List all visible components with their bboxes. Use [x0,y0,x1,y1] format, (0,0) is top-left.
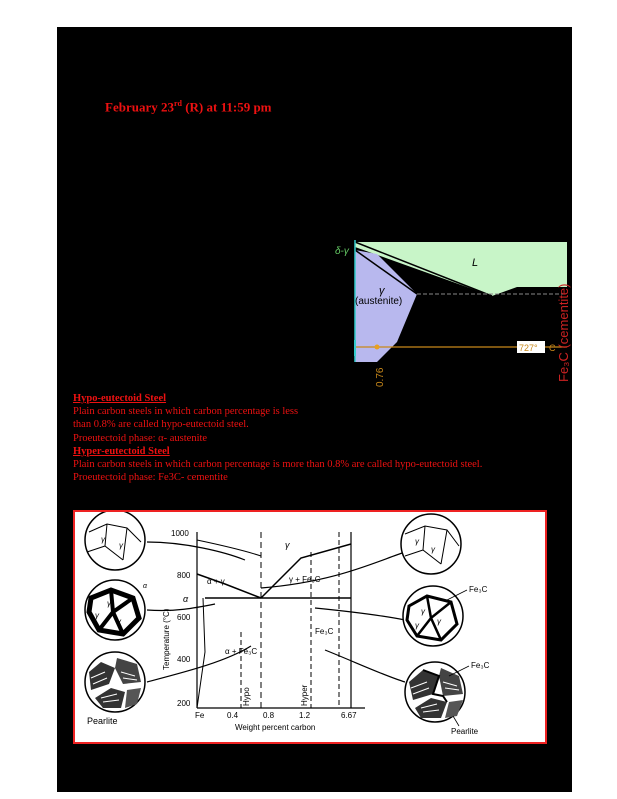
label-fe3c-mid: Fe₃C [315,627,334,636]
label-gamma-fe3c: γ + Fe₃C [289,575,321,584]
x-tick-667: 6.67 [341,711,357,720]
cementite-label: Fe₃C (cementite) [556,283,571,382]
x-tick-fe: Fe [195,711,205,720]
tick-600: 600 [177,613,191,622]
eutectoid-point [375,345,380,350]
label-hypo: Hypo [242,687,251,706]
svg-text:γ: γ [117,617,121,626]
hypo-line-1: Plain carbon steels in which carbon percentage is less [73,406,299,418]
svg-text:γ: γ [431,545,435,554]
tick-400: 400 [177,655,191,664]
due-prefix: February 23 [105,99,174,115]
hypo-title: Hypo-eutectoid Steel [73,393,167,404]
steel-description [73,392,563,484]
right-circle-cementite [403,586,463,646]
tick-200: 200 [177,699,191,708]
delta-gamma-label: δ-γ [335,246,349,257]
label-alpha-fe3c: α + Fe₃C [225,647,258,656]
due-sup: rd [173,99,182,108]
svg-text:γ: γ [95,611,99,620]
x-tick-08: 0.8 [263,711,275,720]
left-circle-austenite [85,512,145,570]
due-date [105,99,272,115]
gamma-label: γ [379,285,385,297]
left-circle-alpha [85,580,148,640]
microstructure-figure [73,510,547,744]
left-circle-pearlite [85,652,145,712]
x-axis-label: Weight percent carbon [235,723,316,732]
eutectoid-temp-label: 727° [519,343,538,353]
hyper-line-2: Proeutectoid phase: Fe3C- cementite [73,472,228,484]
svg-text:γ: γ [415,537,419,546]
label-alpha: α [183,594,189,604]
microstructure-diagram [75,512,545,742]
phase-lines [197,532,351,708]
hypo-line-2: than 0.8% are called hypo-eutectoid steel. [73,419,249,431]
pearlite-right-label: Pearlite [451,727,479,736]
hyper-title: Hyper-eutectoid Steel [73,445,170,457]
austenite-label: (austenite) [355,296,403,307]
y-axis-label: Temperature (°C) [162,608,171,670]
label-hyper: Hyper [300,684,309,706]
svg-text:γ: γ [119,541,123,550]
pearlite-left-label: Pearlite [87,716,118,726]
right-circle-pearlite [405,662,465,722]
svg-text:γ: γ [421,607,425,616]
liquid-label: L [472,257,479,269]
chart-axes [197,532,365,708]
x-tick-04: 0.4 [227,711,239,720]
label-gamma: γ [285,540,290,550]
svg-text:γ: γ [415,621,419,630]
fe3c-right-2: Fe₃C [471,661,490,670]
hypo-line-3: Proeutectoid phase: α- austenite [73,432,208,444]
svg-text:γ: γ [101,535,105,544]
svg-text:γ: γ [107,599,111,608]
x-tick-12: 1.2 [299,711,311,720]
phase-diagram-fragment [327,232,572,407]
slide-page [57,27,572,792]
c-label: C [549,343,556,353]
due-suffix: (R) at 11:59 pm [181,99,272,115]
hyper-line-1: Plain carbon steels in which carbon percentage is more than 0.8% are called hypo-eutectoid steel. [73,459,483,471]
fe3c-right-1: Fe₃C [469,585,488,594]
tick-800: 800 [177,571,191,580]
label-alpha-gamma: α + γ [207,577,225,586]
tick-1000: 1000 [171,529,189,538]
svg-text:γ: γ [437,617,441,626]
carbon-value: 0.76 [375,367,386,387]
right-circle-austenite [401,514,461,574]
svg-text:α: α [143,583,147,590]
pearlite-right-pointer [453,716,459,726]
